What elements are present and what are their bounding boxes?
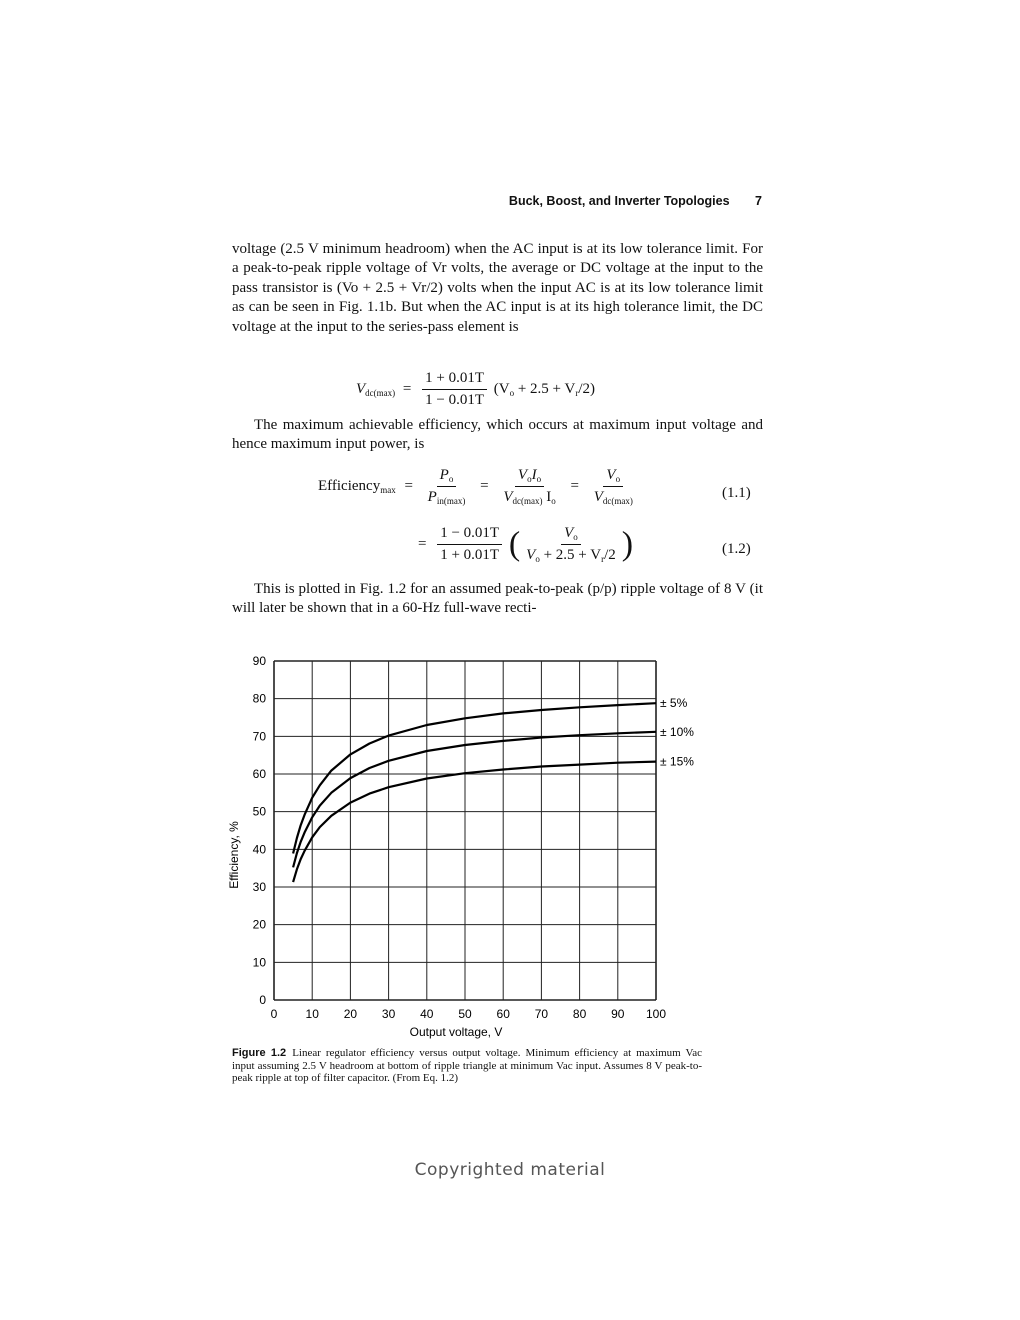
y-tick-label: 70 <box>252 729 266 744</box>
x-tick-label: 100 <box>645 1007 667 1021</box>
x-tick-label: 40 <box>420 1007 434 1021</box>
y-tick-label: 80 <box>252 691 266 706</box>
efficiency-chart-svg <box>220 645 720 1045</box>
equation-number-1-1: (1.1) <box>722 485 751 501</box>
equation-1-2: = $\frac{1 - 0.01T}{1 + 0.01T}$ ( $\frac{V_o}{V_o + 2.5 + V_r/2}$ ) <box>418 525 634 564</box>
series-line-2 <box>293 732 656 868</box>
y-tick-label: 40 <box>252 842 266 857</box>
y-tick-label: 50 <box>252 804 266 819</box>
equation-vdc-max: $V_{dc(max)}$ = $\frac{1 + 0.01T}{1 - 0.01T}$ $(V_o + 2.5 + V_r/2)$ <box>356 370 595 408</box>
y-tick-label: 60 <box>252 767 266 781</box>
paragraph-2: The maximum achievable efficiency, which occurs at maximum input voltage and hence maximum input power, is <box>232 417 763 453</box>
page-number: 7 <box>755 194 762 208</box>
series-label-1: ± 5% <box>660 696 688 711</box>
x-tick-label: 20 <box>343 1007 358 1021</box>
series-line-1 <box>293 703 656 853</box>
y-tick-label: 20 <box>252 917 266 932</box>
x-tick-label: 80 <box>572 1007 587 1021</box>
running-head <box>232 194 762 208</box>
x-tick-label: 10 <box>305 1007 319 1021</box>
y-axis-label: Efficiency, % <box>227 821 241 889</box>
x-tick-label: 60 <box>496 1007 510 1021</box>
y-tick-label: 30 <box>252 880 266 894</box>
copyright-watermark: Copyrighted material <box>414 1160 606 1180</box>
y-tick-label: 0 <box>259 993 266 1007</box>
figure-label: Figure 1.2 <box>232 1047 287 1059</box>
figure-1-2-chart <box>220 645 720 1045</box>
series-label-3: ± 15% <box>660 754 694 769</box>
figure-caption <box>232 1047 702 1085</box>
series-label-2: ± 10% <box>660 724 694 739</box>
x-axis-label: Output voltage, V <box>409 1025 503 1039</box>
x-tick-label: 70 <box>534 1007 549 1021</box>
running-title: Buck, Boost, and Inverter Topologies <box>508 194 730 208</box>
paragraph-1: voltage (2.5 V minimum headroom) when the AC input is at its low tolerance limit. For a peak-to-peak ripple voltage of Vr volts, the average or DC voltage at the input to the pass transistor is (Vo + 2.5 + Vr/2) volts when the input AC is at its low tolerance limit as can be seen in Fig. 1.1b. But when the AC input is at its high tolerance limit, the DC voltage at the input to the series-pass element is <box>232 241 763 335</box>
x-tick-label: 50 <box>458 1007 472 1021</box>
paragraph-3: This is plotted in Fig. 1.2 for an assumed peak-to-peak (p/p) ripple voltage of 8 V (it will later be shown that in a 60-Hz full-wave recti- <box>232 581 763 617</box>
y-tick-label: 10 <box>252 955 266 970</box>
x-tick-label: 0 <box>270 1007 278 1021</box>
x-tick-label: 90 <box>611 1007 625 1021</box>
equation-number-1-2: (1.2) <box>722 541 751 557</box>
figure-caption-text: Linear regulator efficiency versus output voltage. Minimum efficiency at maximum Vac input assuming 2.5 V headroom at bottom of ripple triangle at minimum Vac input. Assumes 8 V peak-to-peak ripple at top of filter capacitor. (From Eq. 1.2) <box>232 1047 702 1084</box>
x-tick-label: 30 <box>381 1007 396 1021</box>
equation-1-1: Efficiency$_{max}$ = $\frac{P_o}{P_{in(max)}}$ = $\frac{V_oI_o}{V_{dc(max)} I_o}$ = $\frac{V_o}{V_{dc(max)}}$ <box>318 467 633 506</box>
y-tick-label: 90 <box>252 654 266 668</box>
